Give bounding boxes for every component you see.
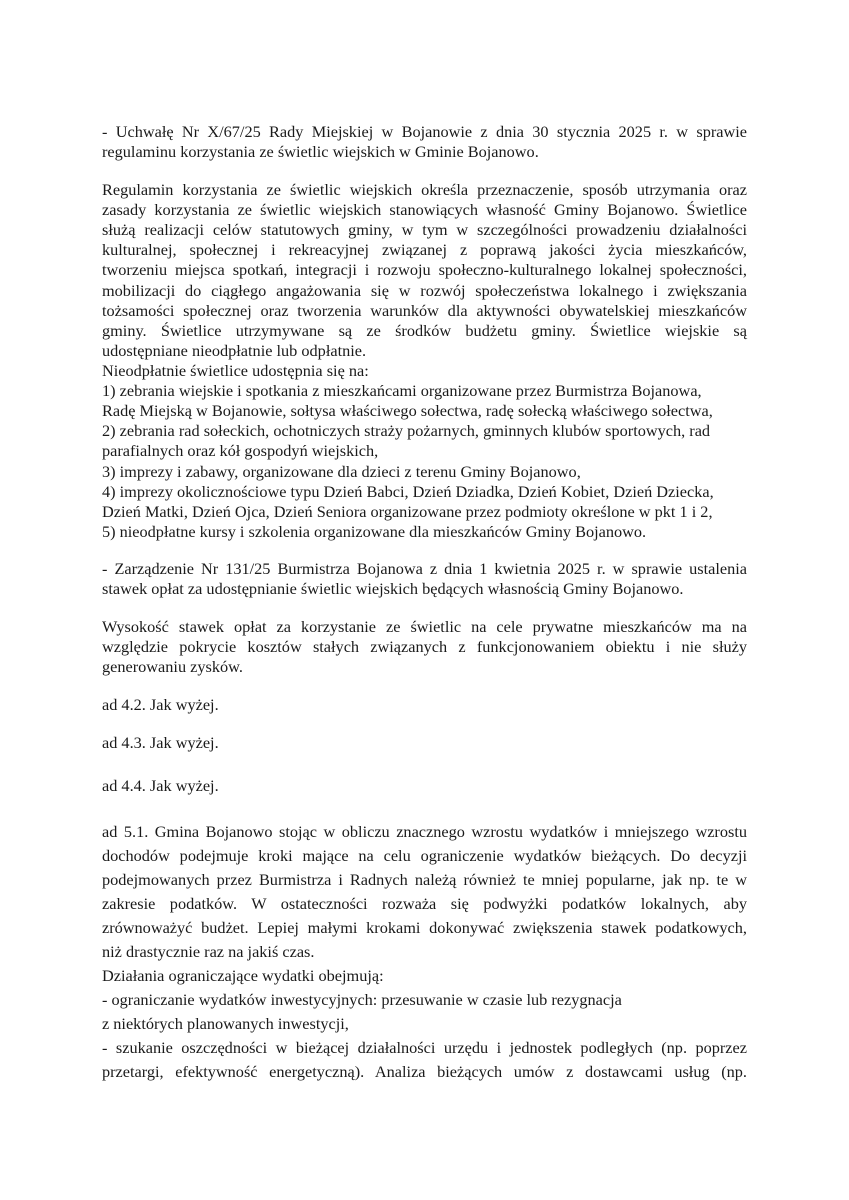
text-line: udostępniane nieodpłatnie lub odpłatnie. xyxy=(102,341,367,360)
text-line: Wysokość stawek opłat za korzystanie ze świetlic na cele prywatne mieszkańców ma na xyxy=(102,617,747,636)
text-line: 5) nieodpłatne kursy i szkolenia organizowane dla mieszkańców Gminy Bojanowo. xyxy=(102,522,647,541)
text-line: parafialnych oraz kół gospodyń wiejskich, xyxy=(102,441,379,460)
text-line: generowaniu zysków. xyxy=(102,657,243,676)
text-line: ad 5.1. Gmina Bojanowo stojąc w obliczu znacznego wzrostu wydatków i mniejszego wzrostu xyxy=(102,822,747,841)
text-line: przetargi, efektywność energetyczną). Analiza bieżących umów z dostawcami usług (np. xyxy=(102,1062,747,1081)
text-line: zrównoważyć budżet. Lepiej małymi krokami dokonywać zwiększenia stawek podatkowych, xyxy=(102,918,747,937)
text-line: mobilizacji do ciągłego angażowania się w rozwój społeczeństwa lokalnego i zwiększania xyxy=(102,281,747,300)
text-line: względzie pokrycie kosztów stałych związanych z funkcjonowaniem obiektu i nie służy xyxy=(102,637,747,656)
text-line: 2) zebrania rad sołeckich, ochotniczych straży pożarnych, gminnych klubów sportowych, rad xyxy=(102,421,711,440)
text-line: gminy. Świetlice utrzymywane są ze środków budżetu gminy. Świetlice wiejskie są xyxy=(102,321,747,340)
text-line: Dzień Matki, Dzień Ojca, Dzień Seniora organizowane przez podmioty określone w pkt 1 i 2, xyxy=(102,502,713,521)
text-line: Nieodpłatnie świetlice udostępnia się na: xyxy=(102,361,369,380)
text-line: tożsamości społecznej oraz tworzenia warunków dla aktywności obywatelskiej mieszkańców xyxy=(102,301,747,320)
text-line: - szukanie oszczędności w bieżącej działalności urzędu i jednostek podległych (np. poprzez xyxy=(102,1038,747,1057)
text-line: - Zarządzenie Nr 131/25 Burmistrza Bojanowa z dnia 1 kwietnia 2025 r. w sprawie ustalenia xyxy=(102,559,747,578)
text-line: 4) imprezy okolicznościowe typu Dzień Babci, Dzień Dziadka, Dzień Kobiet, Dzień Dziecka, xyxy=(102,482,714,501)
text-line: regulaminu korzystania ze świetlic wiejskich w Gminie Bojanowo. xyxy=(102,142,539,161)
text-line: służą realizacji celów statutowych gminy, w tym w szczególności prowadzeniu działalności xyxy=(102,220,747,239)
text-line: 3) imprezy i zabawy, organizowane dla dzieci z terenu Gminy Bojanowo, xyxy=(102,462,581,481)
text-line: Radę Miejską w Bojanowie, sołtysa właściwego sołectwa, radę sołecką właściwego sołectwa, xyxy=(102,401,713,420)
text-line: 1) zebrania wiejskie i spotkania z mieszkańcami organizowane przez Burmistrza Bojanowa, xyxy=(102,381,702,400)
text-line: ad 4.3. Jak wyżej. xyxy=(102,733,219,752)
text-line: podejmowanych przez Burmistrza i Radnych należą również te mniej popularne, jak np. te w xyxy=(102,870,747,889)
text-line: z niektórych planowanych inwestycji, xyxy=(102,1014,349,1033)
text-line: Działania ograniczające wydatki obejmują: xyxy=(102,966,384,985)
text-line: niż drastycznie raz na jakiś czas. xyxy=(102,942,315,961)
text-line: - Uchwałę Nr X/67/25 Rady Miejskiej w Bojanowie z dnia 30 stycznia 2025 r. w sprawie xyxy=(102,122,747,141)
text-line: Regulamin korzystania ze świetlic wiejskich określa przeznaczenie, sposób utrzymania oraz xyxy=(102,180,747,199)
text-line: tworzeniu miejsca spotkań, integracji i rozwoju społeczno-kulturalnego lokalnej społeczności, xyxy=(102,260,747,279)
text-line: ad 4.4. Jak wyżej. xyxy=(102,776,219,795)
text-line: stawek opłat za udostępnianie świetlic wiejskich będących własnością Gminy Bojanowo. xyxy=(102,579,684,598)
text-line: - ograniczanie wydatków inwestycyjnych: przesuwanie w czasie lub rezygnacja xyxy=(102,990,622,1009)
text-line: zasady korzystania ze świetlic wiejskich stanowiących własność Gminy Bojanowo. Świetlice xyxy=(102,200,747,219)
text-line: ad 4.2. Jak wyżej. xyxy=(102,695,219,714)
text-line: kulturalnej, społecznej i rekreacyjnej związanej z poprawą jakości życia mieszkańców, xyxy=(102,240,747,259)
text-line: zakresie podatków. W ostateczności rozważa się podwyżki podatków lokalnych, aby xyxy=(102,894,747,913)
text-line: dochodów podejmuje kroki mające na celu ograniczenie wydatków bieżących. Do decyzji xyxy=(102,846,747,865)
